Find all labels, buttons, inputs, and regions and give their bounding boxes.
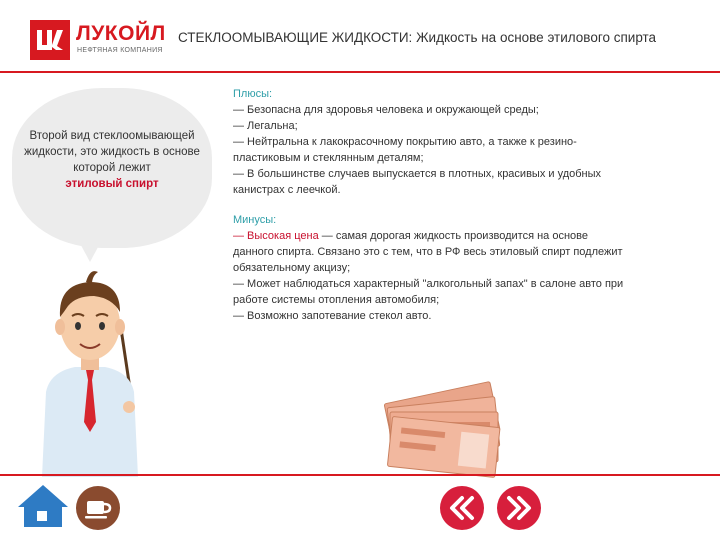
pros-item: — Безопасна для здоровья человека и окружающей среды; — [233, 104, 539, 116]
coffee-cup-icon — [76, 486, 120, 530]
coffee-button[interactable] — [76, 486, 120, 530]
page-title: СТЕКЛООМЫВАЮЩИЕ ЖИДКОСТИ: Жидкость на основе этилового спирта — [178, 30, 657, 45]
cons-item: — Возможно запотевание стекол авто. — [233, 310, 432, 322]
bubble-text-main: Второй вид стеклоомывающей жидкости, это жидкость в основе которой лежит — [24, 130, 200, 174]
home-icon — [16, 483, 70, 529]
pros-item: канистрах с леечкой. — [233, 184, 341, 196]
cons-item: данного спирта. Связано это с тем, что в РФ весь этиловый спирт подлежит — [233, 246, 623, 258]
cons-high-price-highlight: — Высокая цена — [233, 230, 319, 242]
next-slide-button[interactable] — [497, 486, 541, 530]
cons-item: — Может наблюдаться характерный "алкогольный запах" в салоне авто при — [233, 278, 624, 290]
previous-slide-button[interactable] — [440, 486, 484, 530]
cons-first-rest: — самая дорогая жидкость производится на основе — [318, 230, 588, 242]
lukoil-emblem-icon — [30, 20, 70, 60]
cons-heading: Минусы: — [233, 214, 277, 226]
pros-item: — Легальна; — [233, 120, 298, 132]
teacher-illustration — [20, 262, 160, 477]
speech-bubble-text — [24, 128, 200, 192]
cons-item: работе системы отопления автомобиля; — [233, 294, 440, 306]
pros-heading: Плюсы: — [233, 88, 273, 100]
home-button[interactable] — [16, 483, 70, 529]
lukoil-logo — [30, 20, 170, 62]
header-divider — [0, 71, 720, 73]
speech-bubble-tail — [76, 236, 104, 262]
bubble-text-highlight: этиловый спирт — [65, 178, 159, 190]
content-block — [233, 86, 703, 324]
logo-name: ЛУКОЙЛ — [76, 22, 166, 45]
double-chevron-left-icon — [440, 486, 484, 530]
logo-subtitle: НЕФТЯНАЯ КОМПАНИЯ — [77, 47, 163, 54]
pros-item: — Нейтральна к лакокрасочному покрытию авто, а также к резино- — [233, 136, 577, 148]
footer-divider — [0, 474, 720, 476]
banknotes-illustration — [380, 372, 508, 480]
pros-item: пластиковым и стеклянным деталям; — [233, 152, 424, 164]
pros-item: — В большинстве случаев выпускается в плотных, красивых и удобных — [233, 168, 602, 180]
double-chevron-right-icon — [497, 486, 541, 530]
cons-item-first — [233, 228, 703, 244]
cons-item: обязательному акцизу; — [233, 262, 351, 274]
